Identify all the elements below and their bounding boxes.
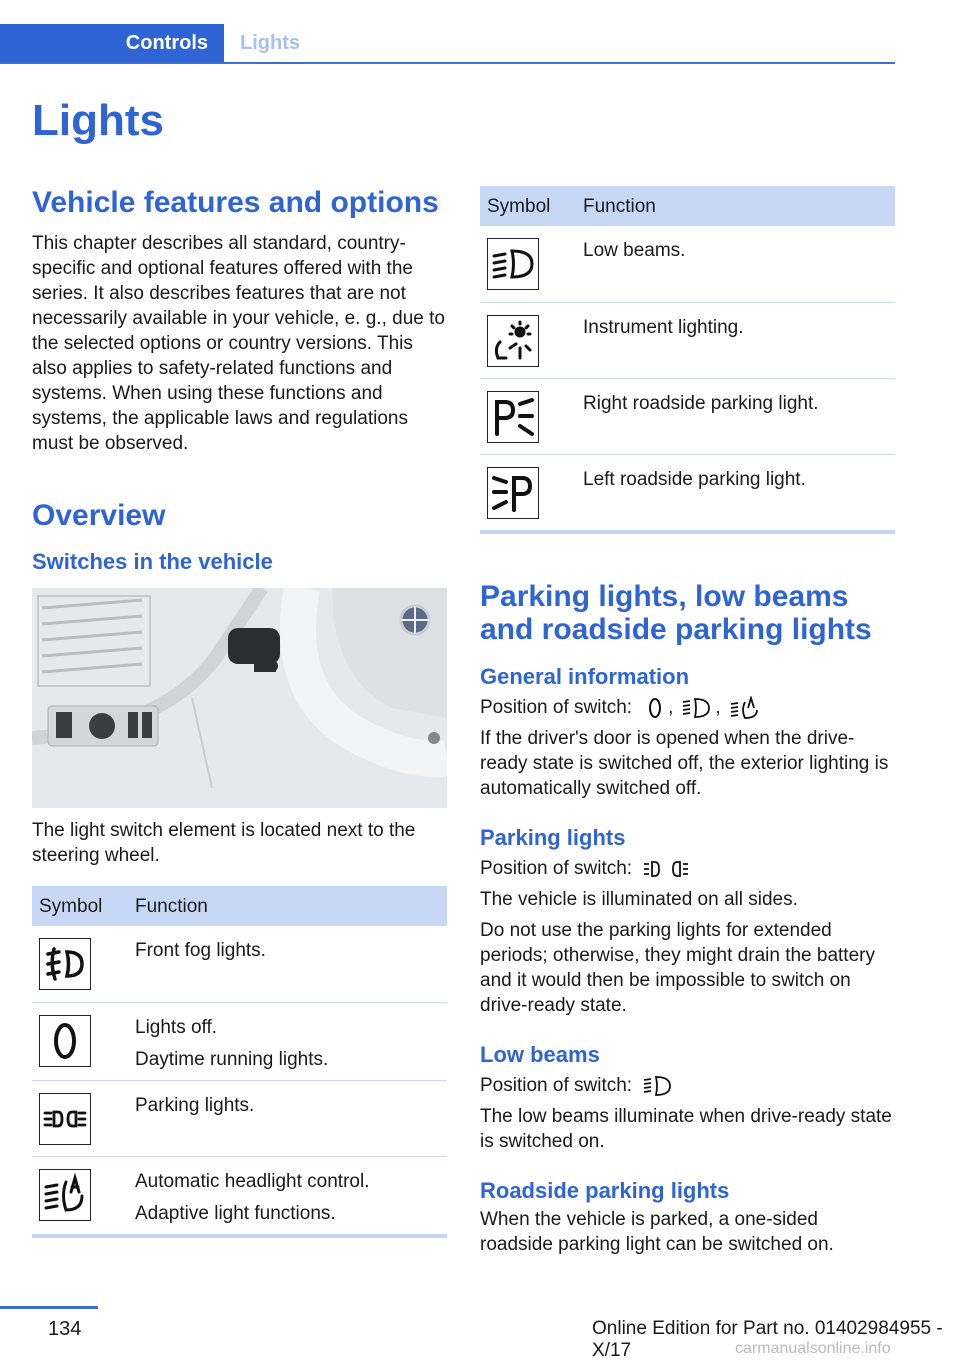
low-beam-icon [642,1074,676,1098]
position-label: Position of switch: [480,1075,633,1096]
heading-low-beams: Low beams [480,1042,600,1067]
switch-symbol-table [32,886,447,1238]
table-row [32,1080,447,1156]
roadside-paragraph: When the vehicle is parked, a one-sided roadside parking light can be switched on. [480,1209,834,1255]
subsection-tab[interactable]: Lights [240,32,300,54]
automatic-headlight-icon [39,1169,91,1221]
parking-paragraph-1: The vehicle is illuminated on all sides. [480,889,798,910]
parking-lights-icon [642,857,692,881]
table-row [480,302,895,378]
column-header-function: Function [128,886,447,926]
page-title: Lights [32,96,164,145]
low-beam-icon [487,238,539,290]
parking-paragraph-2: Do not use the parking lights for extended periods; otherwise, they might drain the battery and it would then be impossible to switch on drive-ready state. [480,920,875,1016]
function-text: Right roadside parking light. [583,392,819,414]
table-row [32,926,447,1002]
function-text: Left roadside parking light. [583,468,806,490]
function-text: Lights off. [135,1016,218,1038]
low-beams-paragraph: The low beams illuminate when drive-ready state is switched on. [480,1106,892,1152]
function-text: Automatic headlight control. [135,1170,370,1192]
light-symbol-table [480,186,895,534]
parking-lights-icon [39,1093,91,1145]
lights-off-icon [39,1015,91,1067]
left-parking-light-icon [487,467,539,519]
column-header-symbol: Symbol [480,186,576,226]
light-switch-photo [32,588,447,808]
parking-switch-position [480,856,895,881]
general-paragraph: If the driver's door is opened when the drive-ready state is switched off, the exterior lighting is automatically switched off. [480,728,889,799]
table-row [480,378,895,454]
header-bar [0,24,895,64]
heading-vehicle-features: Vehicle features and options [32,186,439,219]
function-text: Instrument lighting. [583,316,744,338]
heading-switches: Switches in the vehicle [32,549,273,574]
left-column [32,186,447,1238]
heading-general-information: General information [480,664,690,689]
instrument-lighting-icon [487,315,539,367]
section-label: Controls [125,31,208,54]
table-row [32,1156,447,1236]
table-header-row [32,886,447,926]
function-text: Parking lights. [135,1094,255,1116]
function-text: Daytime running lights. [135,1048,329,1070]
front-fog-light-icon [39,938,91,990]
table-row [480,454,895,532]
right-column [480,186,895,1257]
lights-off-icon [642,696,668,720]
watermark: carmanualsonline.info [735,1340,891,1357]
switch-caption: The light switch element is located next to the steering wheel. [32,820,416,866]
column-header-function: Function [576,186,895,226]
separator: , [668,697,674,718]
function-text: Adaptive light functions. [135,1202,336,1224]
function-text: Low beams. [583,240,686,261]
low-beam-icon [681,696,715,720]
dashboard-illustration [32,588,447,808]
right-parking-light-icon [487,391,539,443]
general-switch-positions [480,695,895,720]
table-row [480,226,895,302]
automatic-headlight-icon [729,696,763,720]
position-label: Position of switch: [480,697,633,718]
column-header-symbol: Symbol [32,886,128,926]
table-row [32,1002,447,1080]
heading-parking-section: Parking lights, low beams and roadside parking lights [480,580,872,646]
function-text: Front fog lights. [135,940,266,961]
edition-text: Online Edition for Part no. 01402984955 - X/17 [592,1318,943,1361]
heading-roadside-parking-lights: Roadside parking lights [480,1178,730,1203]
heading-overview: Overview [32,499,166,532]
section-tab[interactable] [0,24,224,62]
separator: , [715,697,721,718]
table-header-row [480,186,895,226]
features-paragraph: This chapter describes all standard, country-specific and optional features offered with the series. It also describes features that are not necessarily available in your vehicle, e. g., due to the selected options or country versions. This also applies to safety-related functions and systems. When using these functions and systems, the applicable laws and regulations must be observed. [32,233,445,454]
footer-rule [0,1306,98,1309]
position-label: Position of switch: [480,858,633,879]
low-beams-switch-position [480,1073,895,1098]
heading-parking-lights: Parking lights [480,825,626,850]
page-number: 134 [48,1318,82,1340]
